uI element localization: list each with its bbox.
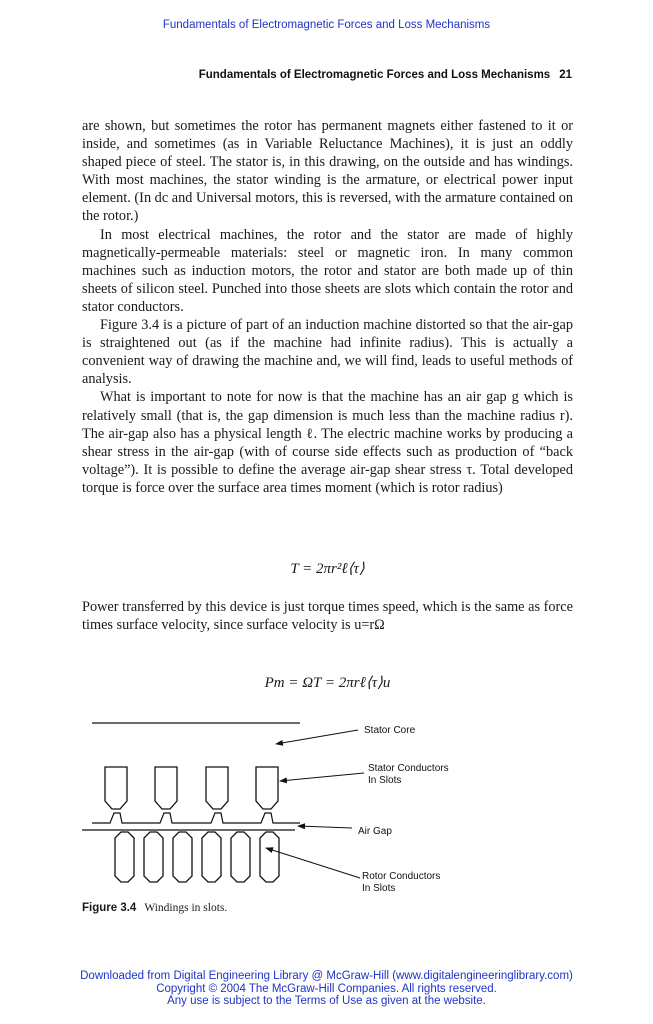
rotor-conductors-label: Rotor Conductors <box>362 871 441 882</box>
stator-core-leader <box>276 730 358 744</box>
figure-caption <box>82 902 227 914</box>
stator-conductors-label: Stator Conductors <box>368 763 449 774</box>
running-head <box>160 69 572 81</box>
source-banner: Fundamentals of Electromagnetic Forces and Loss Mechanisms <box>162 19 491 31</box>
running-head-title: Fundamentals of Electromagnetic Forces and Loss Mechanisms <box>198 69 551 81</box>
footer-download-link[interactable]: Downloaded from Digital Engineering Library @ McGraw-Hill (www.digitalengineeringlibrary.com) <box>80 970 573 982</box>
caption-number: Figure 3.4 <box>82 902 137 914</box>
stator-slot <box>155 767 177 809</box>
footer <box>0 970 653 1008</box>
paragraph-power: Power transferred by this device is just torque times speed, which is the same as force times surface velocity, since surface velocity is u=rΩ <box>82 599 573 634</box>
stator-slots <box>105 767 278 809</box>
caption-text: Windings in slots. <box>144 902 228 914</box>
page-number: 21 <box>559 69 572 81</box>
stator-teeth-line <box>92 813 300 823</box>
rotor-conductors-leader <box>266 848 360 878</box>
rotor-slots <box>115 832 279 882</box>
paragraph: What is important to note for now is that the machine has an air gap g which is relatively small (that is, the gap dimension is much less than the machine radius r). The air-gap also has a physical length ℓ. The electric machine works by producing a shear stress in the air-gap (with of course side effects such as production of “back voltage”). It is possible to define the average air-gap shear stress τ. Total developed torque is force over the surface area times moment (which is rotor radius) <box>82 389 573 496</box>
rotor-slot <box>173 832 192 882</box>
rotor-slot <box>260 832 279 882</box>
rotor-slot <box>202 832 221 882</box>
paragraph: In most electrical machines, the rotor and the stator are made of highly magnetically-permeable materials: steel or magnetic iron. In many common machines such as induction motors, the rotor and stator are both made up of thin sheets of silicon steel. Punched into those sheets are slots which contain the rotor and stator conductors. <box>82 226 573 315</box>
air-gap-label: Air Gap <box>358 826 392 837</box>
power-equation: Pm = ΩT = 2πrℓ⟨τ⟩u <box>264 675 391 691</box>
windings-in-slots-figure <box>80 710 500 905</box>
torque-equation: T = 2πr²ℓ⟨τ⟩ <box>290 561 365 577</box>
rotor-slot <box>231 832 250 882</box>
stator-conductors-leader <box>280 773 364 781</box>
stator-slot <box>105 767 127 809</box>
body-text <box>82 117 573 497</box>
stator-slot <box>256 767 278 809</box>
stator-core-label: Stator Core <box>364 725 416 736</box>
rotor-slot <box>144 832 163 882</box>
air-gap-leader <box>298 826 352 828</box>
stator-slots-label: In Slots <box>368 775 402 786</box>
rotor-slots-label: In Slots <box>362 883 396 894</box>
footer-terms-link[interactable]: Any use is subject to the Terms of Use as given at the website. <box>167 995 486 1008</box>
paragraph: are shown, but sometimes the rotor has permanent magnets either fastened to it or inside, and sometimes (as in Variable Reluctance Machines), it is just an oddly shaped piece of steel. The stator is, in this drawing, on the outside and has windings. With most machines, the stator winding is the armature, or electrical power input element. (In dc and Universal motors, this is reversed, with the armature contained on the rotor.) <box>82 118 573 225</box>
paragraph: Figure 3.4 is a picture of part of an induction machine distorted so that the air-gap is straightened out (as if the machine had infinite radius). This is actually a convenient way of drawing the machine and, we will find, leads to useful methods of analysis. <box>82 317 573 388</box>
stator-slot <box>206 767 228 809</box>
rotor-slot <box>115 832 134 882</box>
footer-copyright: Copyright © 2004 The McGraw-Hill Companies. All rights reserved. <box>156 982 497 995</box>
